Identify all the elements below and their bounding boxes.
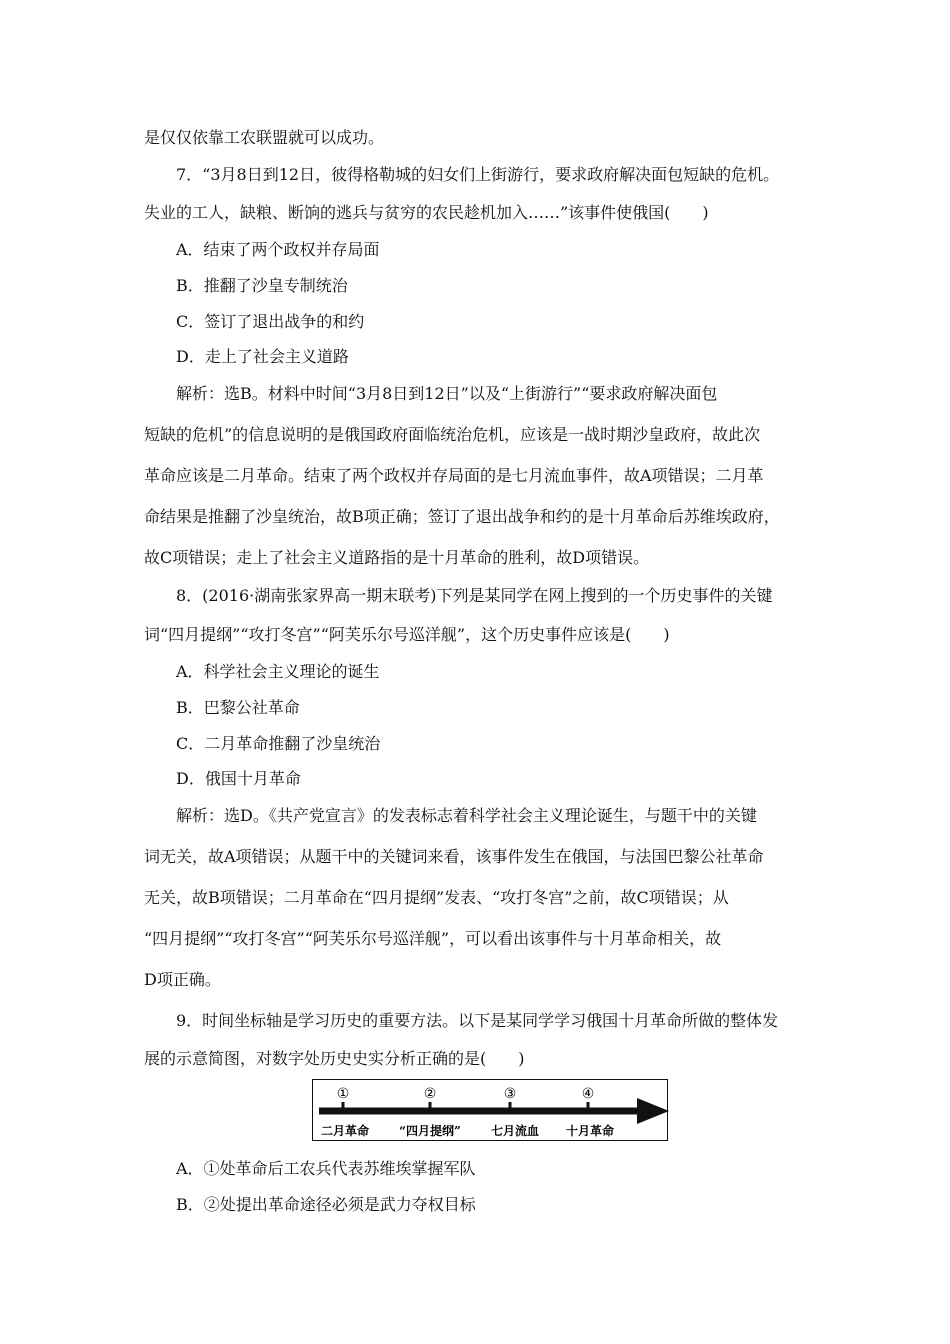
option-d: D．走上了社会主义道路	[176, 347, 349, 366]
timeline-marker-3: ③	[503, 1086, 517, 1102]
text-line: 展的示意简图，对数字处历史史实分析正确的是( )	[144, 1049, 525, 1068]
analysis-line: 无关，故B项错误；二月革命在“四月提纲”发表、“攻打冬宫”之前，故C项错误；从	[144, 888, 729, 907]
analysis-line: 解析：选B。材料中时间“3月8日到12日”以及“上街游行”“要求政府解决面包	[176, 384, 718, 403]
analysis-line: 短缺的危机”的信息说明的是俄国政府面临统治危机，应该是一战时期沙皇政府，故此次	[144, 425, 761, 444]
analysis-line: 命结果是推翻了沙皇统治，故B项正确；签订了退出战争和约的是十月革命后苏维埃政府，	[144, 507, 780, 526]
analysis-line: 解析：选D。《共产党宣言》的发表标志着科学社会主义理论诞生，与题干中的关键	[176, 806, 757, 825]
timeline-marker-2: ②	[423, 1086, 437, 1102]
option-b: B．推翻了沙皇专制统治	[176, 276, 348, 295]
timeline-label-2: “四月提纲”	[399, 1124, 461, 1138]
option-b: B．②处提出革命途径必须是武力夺权目标	[176, 1195, 476, 1214]
timeline-label-4: 十月革命	[565, 1124, 615, 1138]
option-a: A．结束了两个政权并存局面	[176, 240, 380, 259]
text-line: 失业的工人，缺粮、断饷的逃兵与贫穷的农民趁机加入……”该事件使俄国( )	[144, 203, 709, 222]
option-c: C．签订了退出战争的和约	[176, 312, 365, 331]
option-a: A．科学社会主义理论的诞生	[176, 662, 380, 681]
timeline-svg	[313, 1080, 669, 1142]
question-7-stem: 7．“3月8日到12日，彼得格勒城的妇女们上街游行，要求政府解决面包短缺的危机。	[176, 165, 780, 184]
question-9-stem: 9．时间坐标轴是学习历史的重要方法。以下是某同学学习俄国十月革命所做的整体发	[176, 1011, 779, 1030]
timeline-label-1: 二月革命	[320, 1124, 370, 1138]
analysis-line: 革命应该是二月革命。结束了两个政权并存局面的是七月流血事件，故A项错误；二月革	[144, 466, 764, 485]
analysis-line: “四月提纲”“攻打冬宫”“阿芙乐尔号巡洋舰”，可以看出该事件与十月革命相关，故	[144, 929, 722, 948]
text-line: 是仅仅依靠工农联盟就可以成功。	[144, 128, 385, 147]
option-d: D．俄国十月革命	[176, 769, 301, 788]
analysis-line: 故C项错误；走上了社会主义道路指的是十月革命的胜利，故D项错误。	[144, 548, 650, 567]
analysis-line: D项正确。	[144, 970, 221, 989]
timeline-figure	[312, 1079, 668, 1141]
option-c: C．二月革命推翻了沙皇统治	[176, 734, 381, 753]
analysis-line: 词无关，故A项错误；从题干中的关键词来看，该事件发生在俄国，与法国巴黎公社革命	[144, 847, 764, 866]
text-line: 词“四月提纲”“攻打冬宫”“阿芙乐尔号巡洋舰”，这个历史事件应该是( )	[144, 625, 670, 644]
timeline-arrowhead	[637, 1098, 669, 1124]
timeline-marker-1: ①	[336, 1086, 350, 1102]
timeline-label-3: 七月流血	[490, 1124, 540, 1138]
timeline-marker-4: ④	[581, 1086, 595, 1102]
option-a: A．①处革命后工农兵代表苏维埃掌握军队	[176, 1159, 476, 1178]
option-b: B．巴黎公社革命	[176, 698, 300, 717]
question-8-stem: 8．(2016·湖南张家界高一期末联考)下列是某同学在网上搜到的一个历史事件的关键	[176, 586, 773, 605]
